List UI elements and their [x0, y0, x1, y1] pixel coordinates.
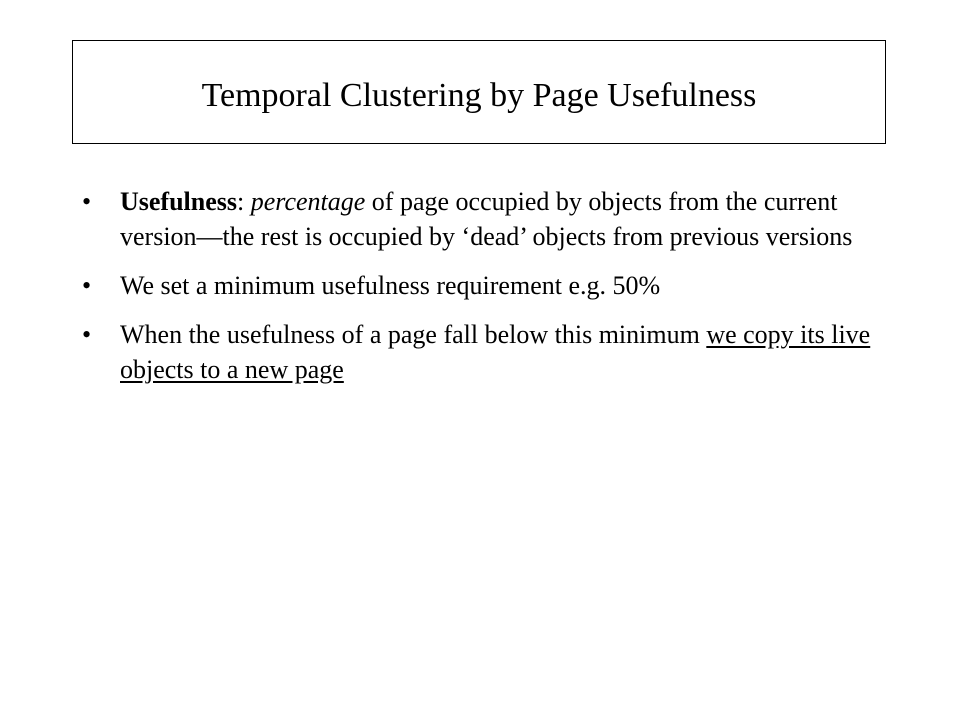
bullet-list — [82, 184, 882, 401]
bullet-text: We set a minimum usefulness requirement e.g. 50% — [120, 271, 661, 300]
bullet-copy — [82, 317, 882, 387]
bullet-icon: • — [82, 187, 92, 216]
bullet-icon: • — [82, 320, 92, 349]
emphasis-percentage: percentage — [250, 187, 366, 216]
bullet-minimum — [82, 268, 882, 303]
term-usefulness: Usefulness — [120, 187, 238, 216]
bullet-text: When the usefulness of a page fall below this minimum — [120, 320, 707, 349]
bullet-icon: • — [82, 271, 92, 300]
bullet-usefulness — [82, 184, 882, 254]
slide-title: Temporal Clustering by Page Usefulness — [201, 77, 757, 114]
title-box — [72, 40, 886, 144]
bullet-text: of page occupied by objects from the current version—the rest is occupied by ‘dead’ objects from previous versions — [120, 187, 853, 251]
term-colon: : — [237, 187, 245, 216]
underlined-text: we copy its live objects to a new page — [120, 320, 871, 384]
